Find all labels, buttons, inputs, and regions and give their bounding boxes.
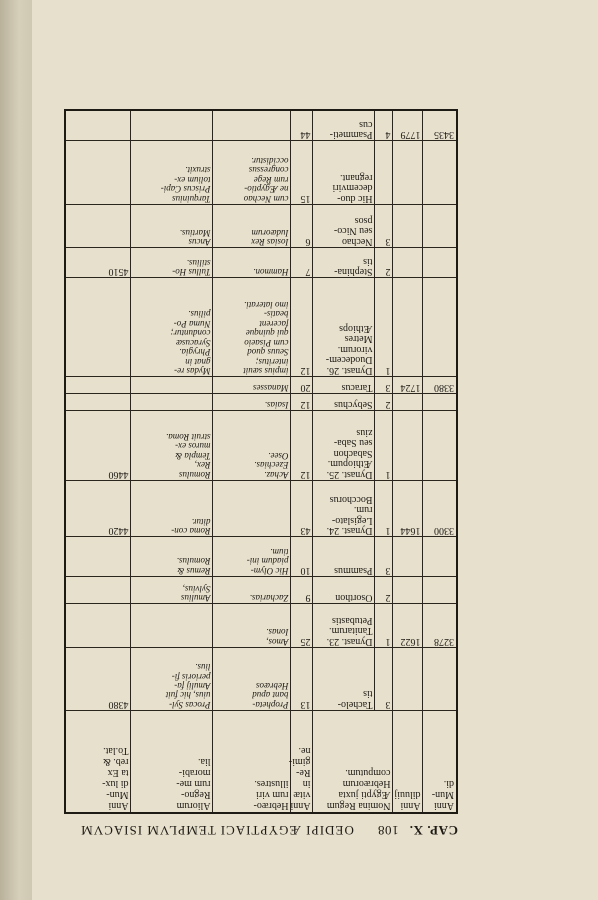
table-cell-c8 [65,576,131,604]
table-cell-c7 [131,604,213,647]
table-cell-c2: 1622 [393,604,423,647]
table-cell-c6: Iosias Rex Iudæorum [213,204,291,247]
table-cell-c4: Psammus [313,537,375,576]
table-cell-c6: Hic Olym- piadum ini- tium. [213,537,291,576]
table-cell-c5: 44 [291,110,313,141]
table-cell-c2 [393,537,423,576]
table-cell-c8 [65,141,131,204]
table-cell-c3: 1 [375,278,393,377]
table-cell-c7: Romulus Rex, Templa & muros ex- struit Roma. [131,410,213,480]
col-header-anni-vitae: Anni vitæ in Re- gimi- ne. [291,710,313,813]
table-cell-c2 [393,141,423,204]
table-cell-c8 [65,537,131,576]
table-cell-c1 [423,647,457,710]
table-cell-c6: Isaias. [213,393,291,410]
table-cell-c8: 4420 [65,480,131,537]
col-header-hebraeorum: Hebræo- rum viri illustres. [213,710,291,813]
table-cell-c6 [213,480,291,537]
table-cell-c6 [213,110,291,141]
table-cell-c8 [65,278,131,377]
table-cell-c6: Amos, Ionas. [213,604,291,647]
table-cell-c5: 6 [291,204,313,247]
table-cell-c3: 2 [375,576,393,604]
table-cell-c1 [423,393,457,410]
table-cell-c4: Osorthon [313,576,375,604]
table-cell-c3: 3 [375,376,393,393]
table-cell-c3: 3 [375,647,393,710]
table-cell-c7: Procas Syl- uius, hic fuit Amulij fa- perioris fi- lius. [131,647,213,710]
table-cell-c4: Dynast. 26. Duodecem- virorum. Metres Æthiops [313,278,375,377]
table-cell-c6: Zacharias. [213,576,291,604]
book-spine-shadow [0,0,33,900]
table-cell-c3: 1 [375,410,393,480]
table-body [65,110,457,710]
table-cell-c1 [423,204,457,247]
table-cell-c6: Propheta- bant apud Hebræos [213,647,291,710]
table-cell-c5: 20 [291,376,313,393]
table-cell-c3: 1 [375,604,393,647]
table-cell-c1 [423,537,457,576]
table-cell-c6: Manasses [213,376,291,393]
table-row [65,393,457,410]
table-cell-c8 [65,110,131,141]
chronology-table [64,109,458,814]
table-row [65,376,457,393]
table-cell-c1 [423,576,457,604]
table-cell-c5: 10 [291,537,313,576]
table-cell-c2: 1779 [393,110,423,141]
table-cell-c2 [393,393,423,410]
table-cell-c2: 1724 [393,376,423,393]
table-cell-c2 [393,204,423,247]
table-cell-c7: Tarquinius Priscus Capi- tolium ex- struxit. [131,141,213,204]
table-cell-c6: Achaz. Ezechias. Osee. [213,410,291,480]
table-cell-c1 [423,410,457,480]
running-header [64,818,458,842]
table-cell-c8 [65,604,131,647]
table-cell-c5: 13 [291,647,313,710]
table-cell-c8 [65,204,131,247]
table-cell-c5: 12 [291,393,313,410]
table-cell-c5: 9 [291,576,313,604]
table-cell-c3: 4 [375,110,393,141]
col-header-anni-mundi-2: Anni Mun- di lux- ta Ex reb. & To.lat. [65,710,131,813]
table-cell-c4: Taracus [313,376,375,393]
table-cell-c7: Ancus Martius. [131,204,213,247]
table-cell-c7 [131,376,213,393]
table-cell-c5: 12 [291,278,313,377]
table-cell-c4: Hic duo- decemviri regnant. [313,141,375,204]
col-header-nomina-regum: Nomina Regum Ægypti juxta Hebræorum computum. [313,710,393,813]
table-cell-c2 [393,576,423,604]
table-cell-c3: 2 [375,247,393,277]
table-cell-c7: Remus & Romulus. [131,537,213,576]
table-cell-c3 [375,141,393,204]
table-cell-c5: 12 [291,410,313,480]
page-number: 108 [377,823,399,838]
table-cell-c7 [131,393,213,410]
table-cell-c6: cum Nechao ne Ægyptio- rum Rege congressus occidistur. [213,141,291,204]
table-cell-c2: 1644 [393,480,423,537]
table-row [65,537,457,576]
col-header-anni-mundi: Anni Mun- di. [423,710,457,813]
running-title: OEDIPI ÆGYPTIACI TEMPLVM ISIACVM [80,823,354,838]
table-cell-c5: 15 [291,141,313,204]
table-header-row [65,710,457,813]
table-row [65,204,457,247]
table-cell-c2 [393,278,423,377]
table-cell-c4: Dynast. 25. Æthiopum. Sabachon seu Saba- zius [313,410,375,480]
col-header-anni-diluuij: Anni diluuij [393,710,423,813]
table-cell-c1: 3278 [423,604,457,647]
table-cell-c4: Dynast. 24. Legislato- rum. Bocchorus [313,480,375,537]
table-cell-c1: 3300 [423,480,457,537]
table-row [65,480,457,537]
table-cell-c7: Amulius Sylvius, [131,576,213,604]
chapter-label: CAP. X. [409,823,458,838]
table-cell-c8: 4380 [65,647,131,710]
table-row [65,141,457,204]
table-cell-c1 [423,141,457,204]
table-cell-c1 [423,247,457,277]
table-cell-c7 [131,110,213,141]
table-cell-c8: 4460 [65,410,131,480]
table-cell-c1 [423,278,457,377]
table-cell-c7: Roma con- ditur. [131,480,213,537]
table-cell-c2 [393,647,423,710]
table-row [65,410,457,480]
table-row [65,604,457,647]
table-cell-c1: 3380 [423,376,457,393]
table-cell-c4: Tachelo- tis [313,647,375,710]
table-row [65,247,457,277]
table-cell-c7: Mydas re- gnat in Phrygia. Syracusæ conduntur; Numa Po- pilius. [131,278,213,377]
table-cell-c3: 1 [375,480,393,537]
table-cell-c2 [393,247,423,277]
table-cell-c4: Psammeti- cus [313,110,375,141]
table-cell-c2 [393,410,423,480]
table-cell-c4: Dynast. 23. Tanitarum. Petubastis [313,604,375,647]
table-row [65,576,457,604]
table-cell-c4: Nechao seu Nico- psos [313,204,375,247]
table-cell-c8: 4510 [65,247,131,277]
table-cell-c4: Sebychus [313,393,375,410]
rotated-printed-area [64,107,458,842]
table-cell-c4: Stephina- tis [313,247,375,277]
table-row [65,110,457,141]
table-cell-c6: Hammon. [213,247,291,277]
table-row [65,647,457,710]
table-cell-c3: 2 [375,393,393,410]
table-cell-c8 [65,393,131,410]
table-cell-c8 [65,376,131,393]
table-cell-c5: 25 [291,604,313,647]
table-cell-c5: 7 [291,247,313,277]
table-cell-c7: Tullus Ho- stilius. [131,247,213,277]
table-row [65,278,457,377]
table-cell-c3: 3 [375,537,393,576]
table-cell-c6: impius sæuit interitus; Seuus quod cum Pisaeio qui quinque facerent beatis- imo laterati. [213,278,291,377]
table-cell-c1: 3435 [423,110,457,141]
col-header-aliorum: Aliorum Regno- rum me- morabi- lia. [131,710,213,813]
table-cell-c3: 3 [375,204,393,247]
table-cell-c5: 43 [291,480,313,537]
